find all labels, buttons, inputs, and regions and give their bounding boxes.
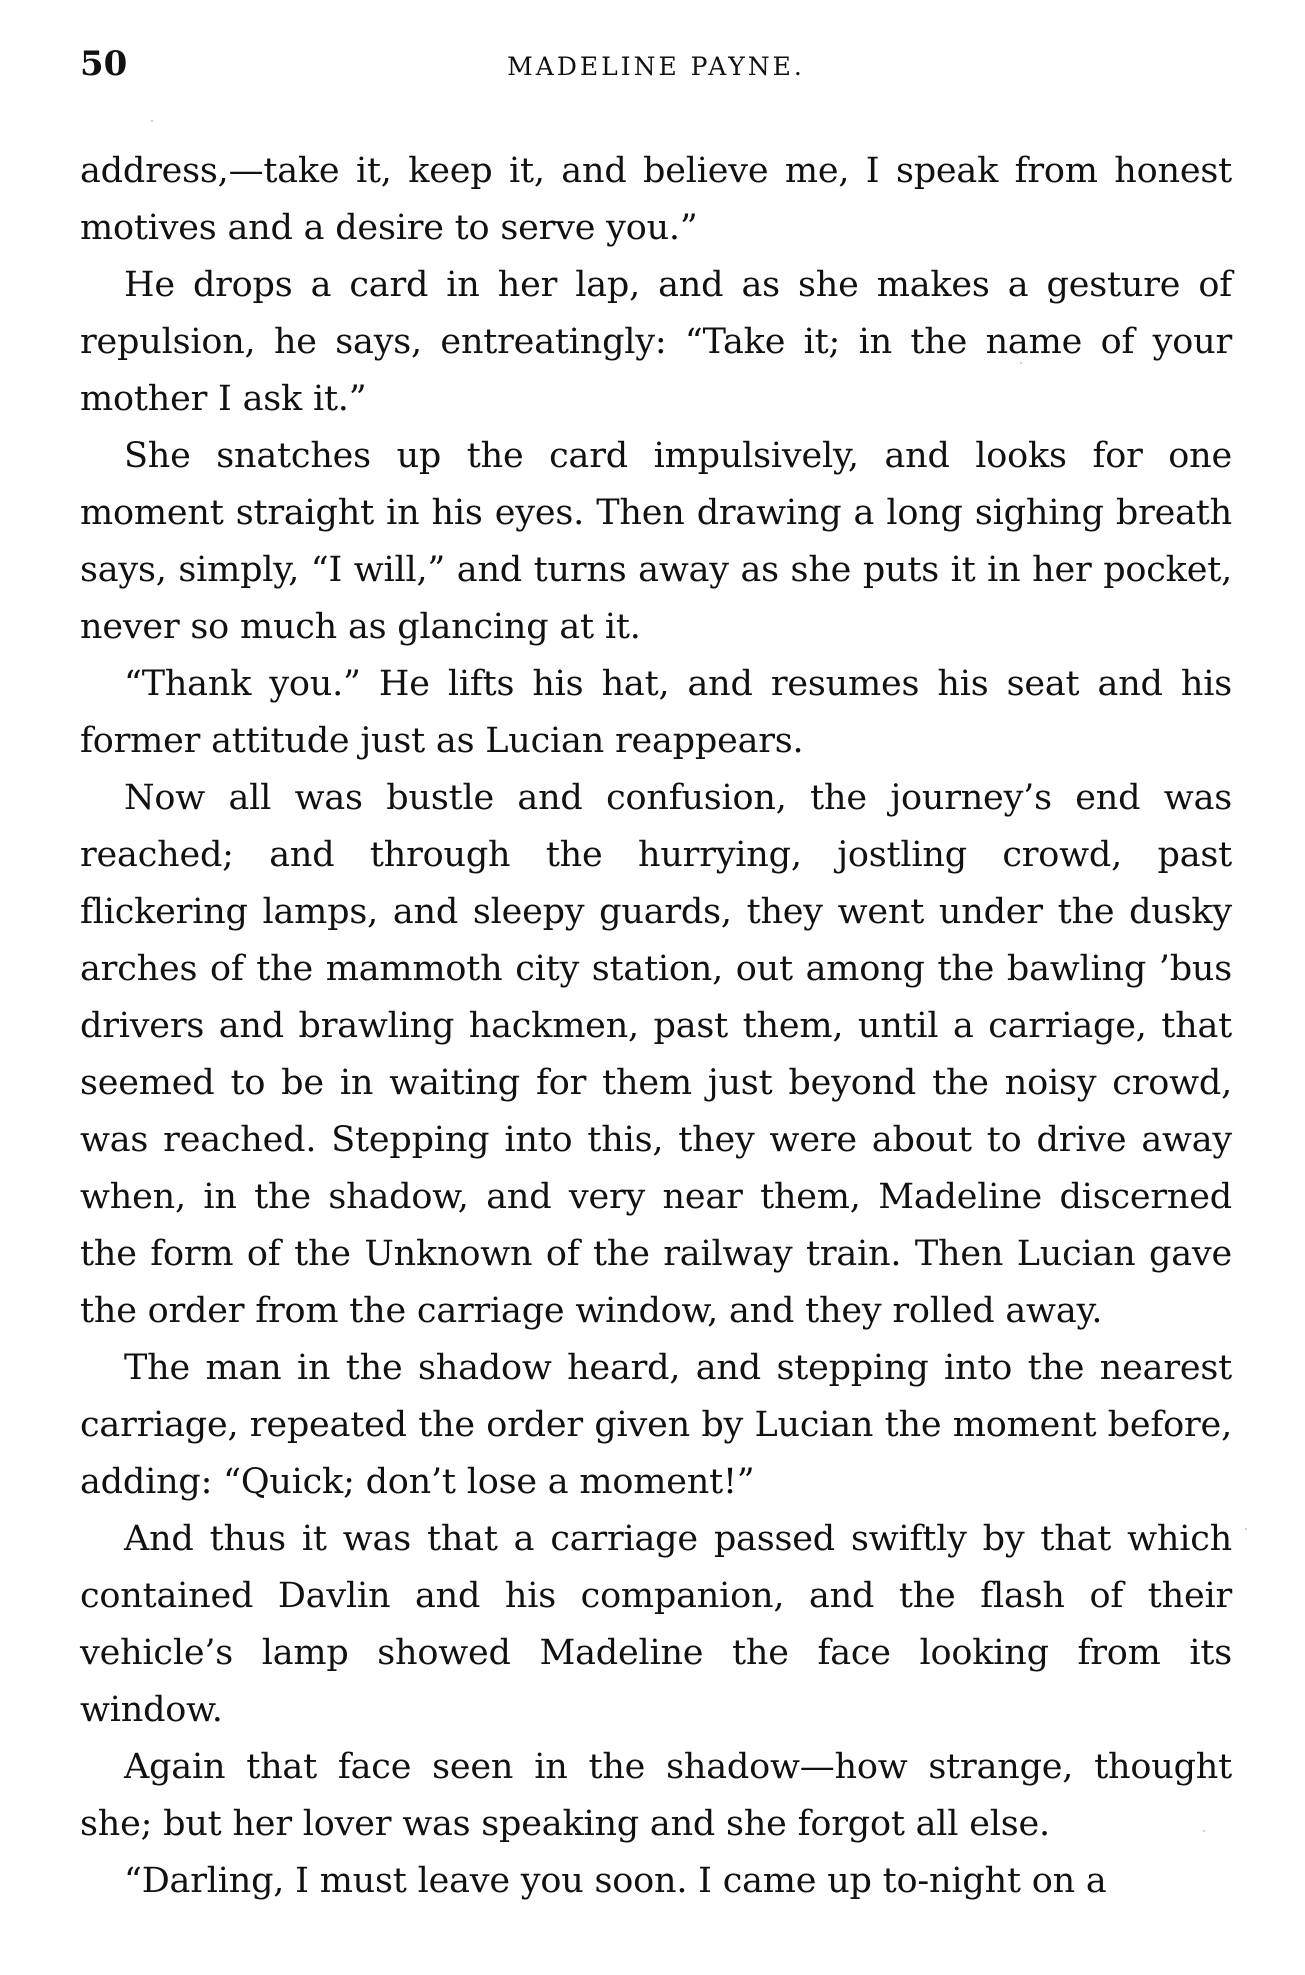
paper-speck — [1245, 1528, 1247, 1530]
paragraph-darling: “Darling, I must leave you soon. I came up to-night on a — [124, 1861, 1107, 1901]
paragraph-thank-you: “Thank you.” He lifts his hat, and resumes his seat and his former attitude just as Lucian reappears. — [80, 664, 1232, 761]
paper-speck — [1203, 1830, 1205, 1832]
paragraph-bustle: Now all was bustle and confusion, the journey’s end was reached; and through the hurrying, jostling crowd, past flickering lamps, and sleepy guards, they went under the dusky arches of the mammoth city station, out among the bawling ’bus drivers and brawling hackmen, past them, until a carriage, that seemed to be in waiting for them just beyond the noisy crowd, was reached. Stepping into this, they were about to drive away when, in the shadow, and very near them, Madeline discerned the form of the Unknown of the railway train. Then Lucian gave the order from the carriage window, and they rolled away. — [80, 778, 1232, 1331]
paragraph-card-drop: He drops a card in her lap, and as she makes a gesture of repulsion, he says, entreatingly: “Take it; in the name of your mother I ask it.” — [80, 265, 1232, 419]
paragraph-continued: address,—take it, keep it, and believe me, I speak from honest motives and a desire to serve you.” — [80, 151, 1232, 248]
paragraph-man-in-shadow: The man in the shadow heard, and stepping into the nearest carriage, repeated the order given by Lucian the moment before, adding: “Quick; don’t lose a moment!” — [80, 1348, 1232, 1502]
running-title: MADELINE PAYNE. — [507, 52, 805, 81]
paper-speck — [151, 120, 153, 122]
paper-speck — [1020, 362, 1022, 364]
paragraph-carriage-passed: And thus it was that a carriage passed swiftly by that which contained Davlin and his companion, and the flash of their vehicle’s lamp showed Madeline the face looking from its window. — [80, 1519, 1232, 1730]
page-number: 50 — [80, 44, 128, 84]
paragraph-face-again: Again that face seen in the shadow—how strange, thought she; but her lover was speaking and she forgot all else. — [80, 1747, 1232, 1844]
body-text — [80, 143, 1232, 1910]
page-header — [80, 44, 1232, 90]
paragraph-snatches-card: She snatches up the card impulsively, and looks for one moment straight in his eyes. Then drawing a long sighing breath says, simply, “I will,” and turns away as she puts it in her pocket, never so much as glancing at it. — [80, 436, 1232, 647]
